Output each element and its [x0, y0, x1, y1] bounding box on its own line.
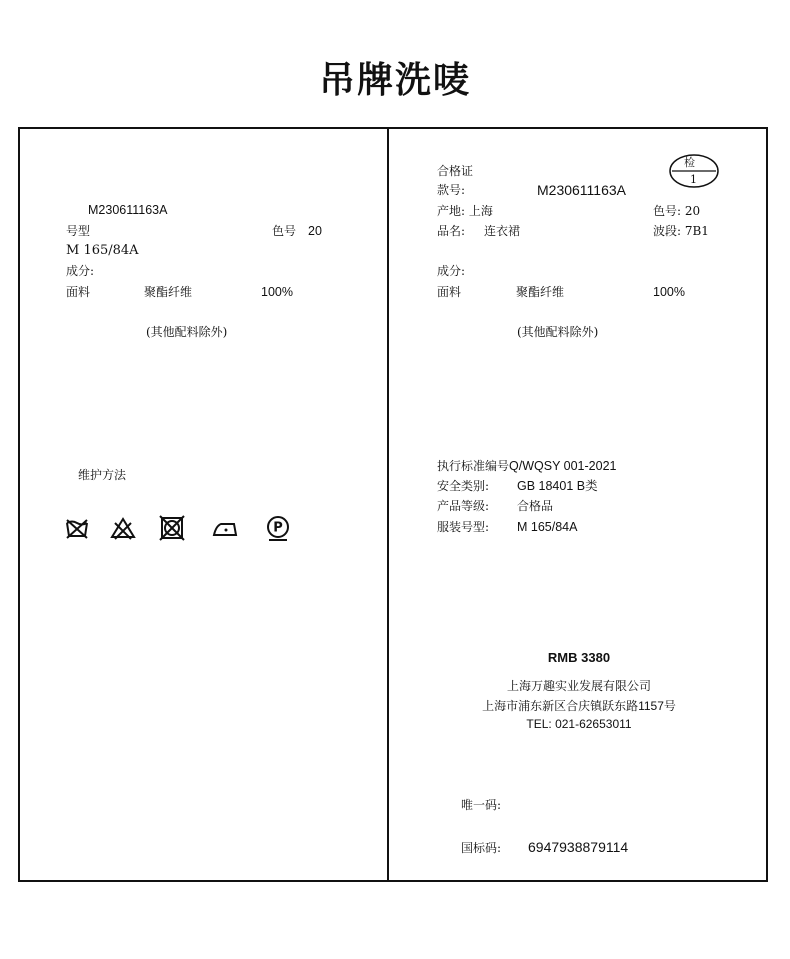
- composition-label: 成分:: [66, 264, 95, 278]
- company-tel: TEL: 021-62653011: [526, 717, 632, 731]
- company-address: 上海市浦东新区合庆镇跃东路1157号: [482, 699, 676, 713]
- fiber-percent: 100%: [261, 285, 293, 299]
- label-divider: [387, 127, 389, 882]
- svg-text:P: P: [273, 520, 283, 536]
- style-label: 款号:: [437, 183, 466, 197]
- excluding-note: (其他配料除外): [517, 325, 599, 339]
- stamp-bottom-text: 1: [690, 173, 697, 186]
- standard-label: 执行标准编号: [437, 459, 510, 473]
- color-value: 20: [308, 224, 322, 238]
- certificate-title: 合格证: [437, 164, 474, 178]
- style-value: M230611163A: [537, 182, 626, 198]
- size-value: M 165/84A: [66, 243, 139, 258]
- color-label: 色号: [272, 224, 297, 238]
- size-type-label: 号型: [66, 224, 91, 238]
- product-label: 品名:: [437, 224, 466, 238]
- fiber-name: 聚酯纤维: [144, 285, 193, 299]
- fiber-percent: 100%: [653, 285, 685, 299]
- model-code: M230611163A: [88, 203, 168, 217]
- label-frame: [18, 127, 768, 882]
- garment-size-value: M 165/84A: [517, 520, 578, 534]
- unique-code-label: 唯一码:: [461, 798, 502, 812]
- barcode-value: 6947938879114: [528, 839, 629, 855]
- product-value: 连衣裙: [484, 224, 521, 238]
- wave-code: 波段: 7B1: [653, 224, 709, 238]
- do-not-wash-icon: [64, 515, 90, 541]
- fabric-label: 面料: [66, 285, 91, 299]
- dry-clean-p-icon: [265, 515, 291, 541]
- excluding-note: (其他配料除外): [146, 325, 228, 339]
- price: RMB 3380: [547, 650, 611, 665]
- grade-value: 合格品: [517, 499, 554, 513]
- color-code: 色号: 20: [653, 204, 701, 218]
- fiber-name: 聚酯纤维: [516, 285, 565, 299]
- composition-label: 成分:: [437, 264, 466, 278]
- standard-value: Q/WQSY 001-2021: [509, 459, 617, 473]
- do-not-bleach-icon: [110, 515, 136, 541]
- fabric-label: 面料: [437, 285, 462, 299]
- grade-label: 产品等级:: [437, 499, 490, 513]
- iron-low-icon: [212, 515, 238, 541]
- stamp-top-text: 检: [684, 156, 695, 169]
- barcode-label: 国标码:: [461, 841, 502, 855]
- origin: 产地: 上海: [437, 204, 493, 218]
- safety-value: GB 18401 B类: [517, 479, 598, 493]
- care-label: 维护方法: [78, 468, 127, 482]
- company-name: 上海万趣实业发展有限公司: [506, 679, 651, 693]
- do-not-tumble-dry-icon: [159, 515, 185, 541]
- page-title: 吊牌洗唛: [318, 60, 471, 101]
- garment-size-label: 服装号型:: [437, 520, 490, 534]
- safety-label: 安全类别:: [437, 479, 490, 493]
